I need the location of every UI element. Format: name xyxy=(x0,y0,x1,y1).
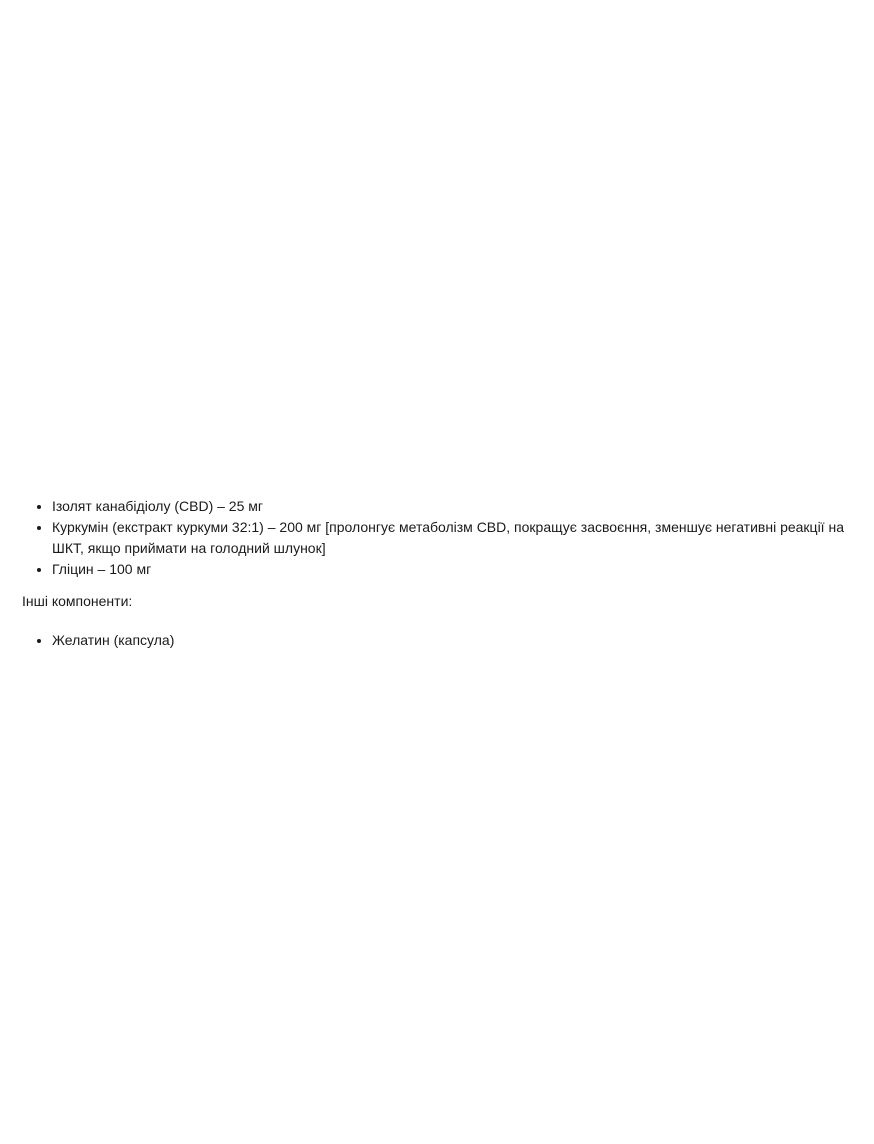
list-item: • Желатин (капсула) xyxy=(52,630,852,651)
list-item: • Куркумін (екстракт куркуми 32:1) – 200 мг [пролонгує метаболізм CBD, покращує засвоєння, зменшує негативні реакції на ШКТ, якщо приймати на голодний шлунок] xyxy=(52,517,852,559)
other-components-label: Інші компоненти: xyxy=(22,593,133,609)
list-item: • Гліцин – 100 мг xyxy=(52,559,852,580)
ingredients-list xyxy=(22,496,852,580)
list-item: • Ізолят канабідіолу (CBD) – 25 мг xyxy=(52,496,852,517)
other-components-list xyxy=(22,630,852,651)
product-composition xyxy=(22,496,852,651)
